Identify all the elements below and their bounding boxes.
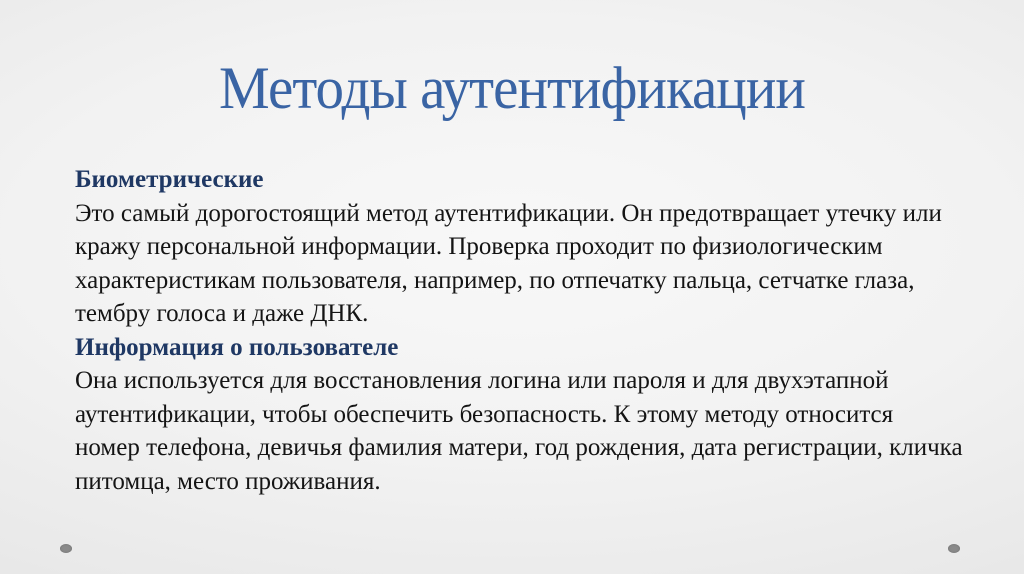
section-user-info — [75, 331, 963, 499]
slide-nav-dot-left — [60, 544, 72, 553]
slide-title: Методы аутентификации — [219, 55, 805, 121]
section-biometric — [75, 163, 963, 331]
section-text-user-info: Она используется для восстановления логина или пароля и для двухэтапной аутентификации, чтобы обеспечить безопасность. К этому методу относится номер телефона, девичья фамилия матери, год рождения, дата регистрации, кличка питомца, место проживания. — [75, 367, 963, 495]
section-text-biometric: Это самый дорогостоящий метод аутентификации. Он предотвращает утечку или кражу персональной информации. Проверка проходит по физиологическим характеристикам пользователя, например, по отпечатку пальца, сетчатке глаза, тембру голоса и даже ДНК. — [75, 199, 942, 327]
slide-body — [75, 163, 963, 498]
slide-nav-dot-right — [948, 544, 960, 553]
section-heading-user-info: Информация о пользователе — [75, 333, 399, 361]
section-heading-biometric: Биометрические — [75, 166, 264, 193]
